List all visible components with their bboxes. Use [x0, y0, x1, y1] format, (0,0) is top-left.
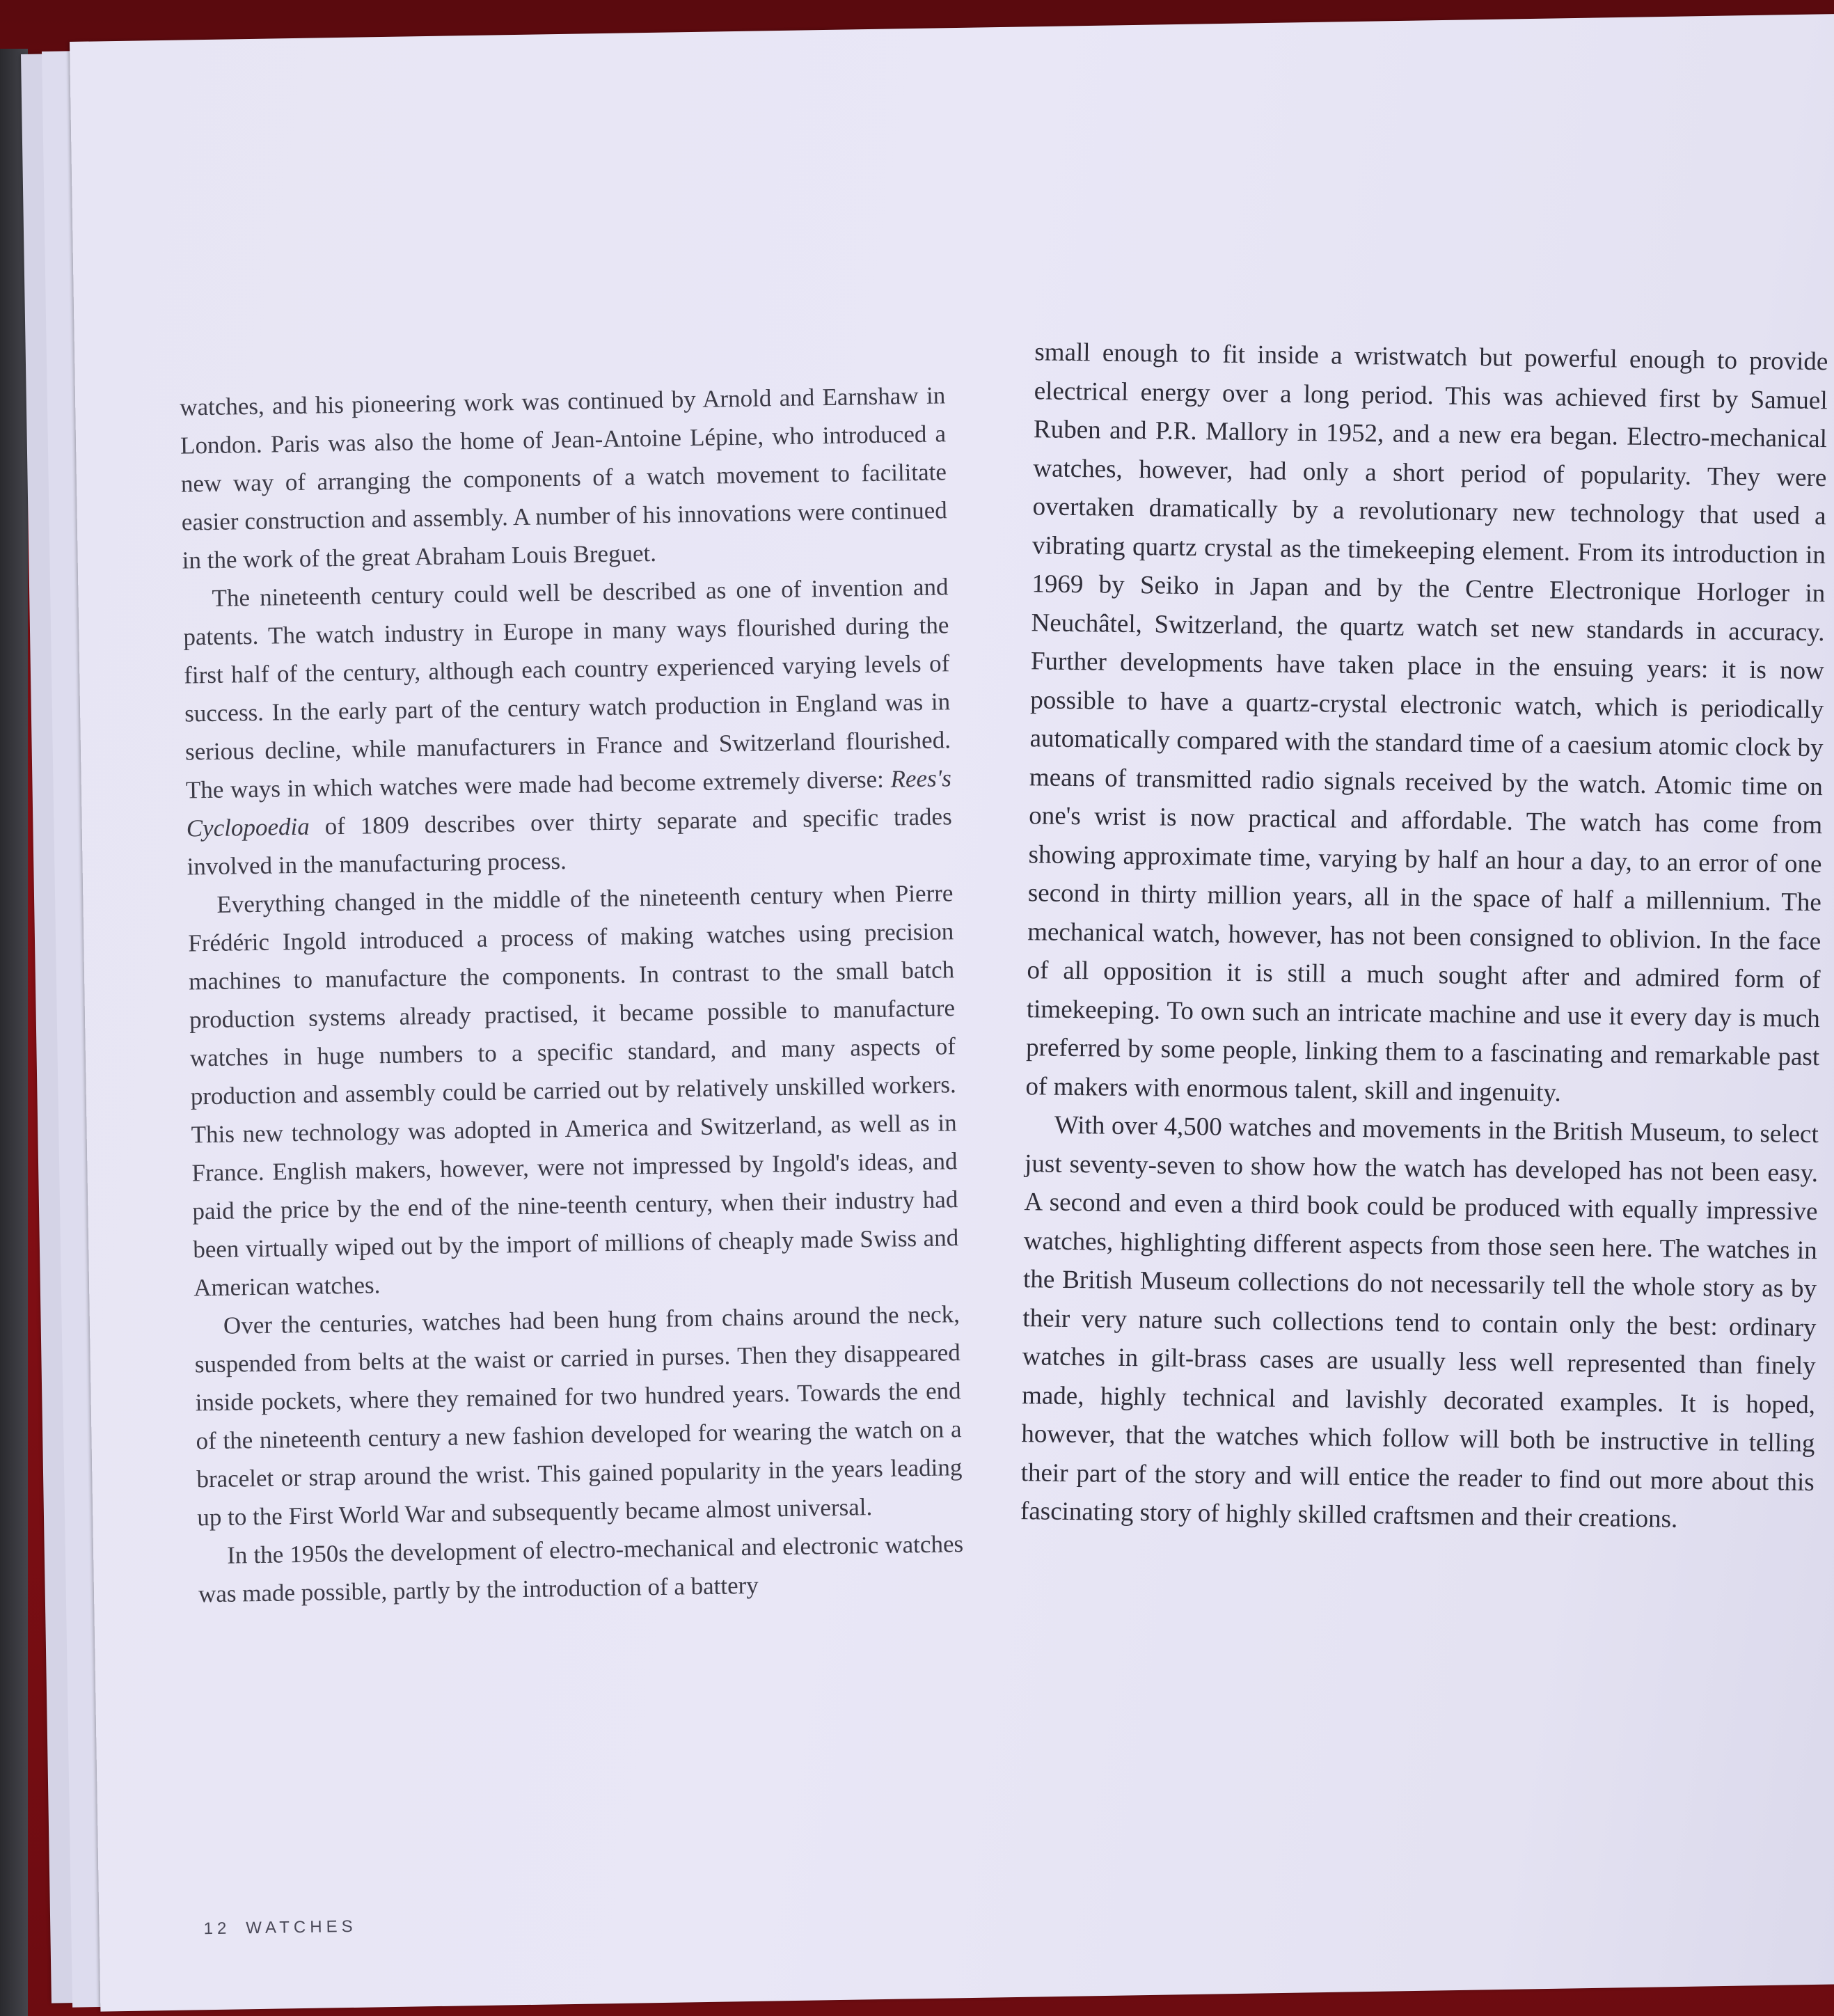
left-paragraph-2 — [182, 567, 953, 885]
left-paragraph-2-text-b: of 1809 describes over thirty separate and specific trades involved in the manufacturing process. — [187, 803, 952, 881]
right-paragraph-2: With over 4,500 watches and movements in the British Museum, to select just seventy-seven to show how the watch has developed has not been easy. A second and even a third book could be produced with equally impressive watches, highlighting different aspects from those seen here. The watches in the British Museum collections do not necessarily tell the whole story as by their very nature such collections tend to contain only the best: ordinary watches in gilt-brass cases are usually less well represented than finely made, highly technical and lavishly decorated examples. It is hoped, however, that the watches which follow will both be instructive in telling their part of the story and will entice the reader to find out more about this fascinating story of highly skilled craftsmen and their creations. — [1020, 1110, 1819, 1534]
book-spine-edge — [0, 49, 28, 2016]
right-paragraph-1: small enough to fit inside a wristwatch but powerful enough to provide electrical energy over a long period. This was achieved first by Samuel Ruben and P.R. Mallory in 1952, and a new era began. Electro-mechanical watches, however, had only a short period of popularity. They were overtaken dramatically by a revolutionary new technology that used a vibrating quartz crystal as the timekeeping element. From its introduction in 1969 by Seiko in Japan and by the Centre Electronique Horloger in Neuchâtel, Switzerland, the quartz watch set new standards in accuracy. Further developments have taken place in the ensuing years: it is now possible to have a quartz-crystal electronic watch, which is periodically automatically compared with the standard time of a caesium atomic clock by means of transmitted radio signals received by the watch. Atomic time on one's wrist is now practical and affordable. The watch has come from showing approximate time, varying by half an hour a day, to an error of one second in thirty million years, all in the space of half a millennium. The mechanical watch, however, has not been consigned to oblivion. In the face of all opposition it is still a much sought after and admired form of timekeeping. To own such an intricate machine and use it every day is much preferred by some people, linking them to a fascinating and remarkable past of makers with enormous talent, skill and ingenuity. — [1025, 338, 1828, 1108]
left-text-column — [180, 376, 965, 1613]
running-head: WATCHES — [246, 1916, 357, 1938]
page-folio — [203, 1917, 356, 1939]
left-paragraph-2-text-a: The nineteenth century could well be described as one of invention and patents. The watch industry in Europe in many ways flourished during the first half of the century, although each country experienced varying levels of success. In the early part of the century watch production in England was in serious decline, while manufacturers in France and Switzerland flourished. The ways in which watches were made had become extremely diverse: — [183, 573, 951, 804]
left-paragraph-5: In the 1950s the development of electro-mechanical and electronic watches was made possible, partly by the introduction of a battery — [198, 1530, 964, 1608]
book-title-italic: Rees's Cyclopoedia — [186, 764, 952, 842]
left-paragraph-1: watches, and his pioneering work was continued by Arnold and Earnshaw in London. Paris was also the home of Jean-Antoine Lépine, who introduced a new way of arranging the components of a watch movement to facilitate easier construction and assembly. A number of his innovations were continued in the work of the great Abraham Louis Breguet. — [179, 381, 948, 574]
left-paragraph-4: Over the centuries, watches had been hung from chains around the neck, suspended from belts at the waist or carried in purses. Then they disappeared inside pockets, where they remained for two hundred years. Towards the end of the nineteenth century a new fashion developed for wearing the watch on a bracelet or strap around the wrist. This gained popularity in the years leading up to the First World War and subsequently became almost universal. — [194, 1300, 963, 1531]
right-text-column — [1020, 333, 1828, 1540]
book-page — [70, 13, 1834, 2011]
left-paragraph-3: Everything changed in the middle of the nineteenth century when Pierre Frédéric Ingold introduced a process of making watches using precision machines to manufacture the components. In contrast to the small batch production systems already practised, it became possible to manufacture watches in huge numbers to a specific standard, and many aspects of production and assembly could be carried out by relatively unskilled workers. This new technology was adopted in America and Switzerland, as well as in France. English makers, however, were not impressed by Ingold's ideas, and paid the price by the end of the nine-teenth century, when their industry had been virtually wiped out by the import of millions of cheaply made Swiss and American watches. — [188, 879, 959, 1302]
page-number: 12 — [203, 1919, 231, 1939]
